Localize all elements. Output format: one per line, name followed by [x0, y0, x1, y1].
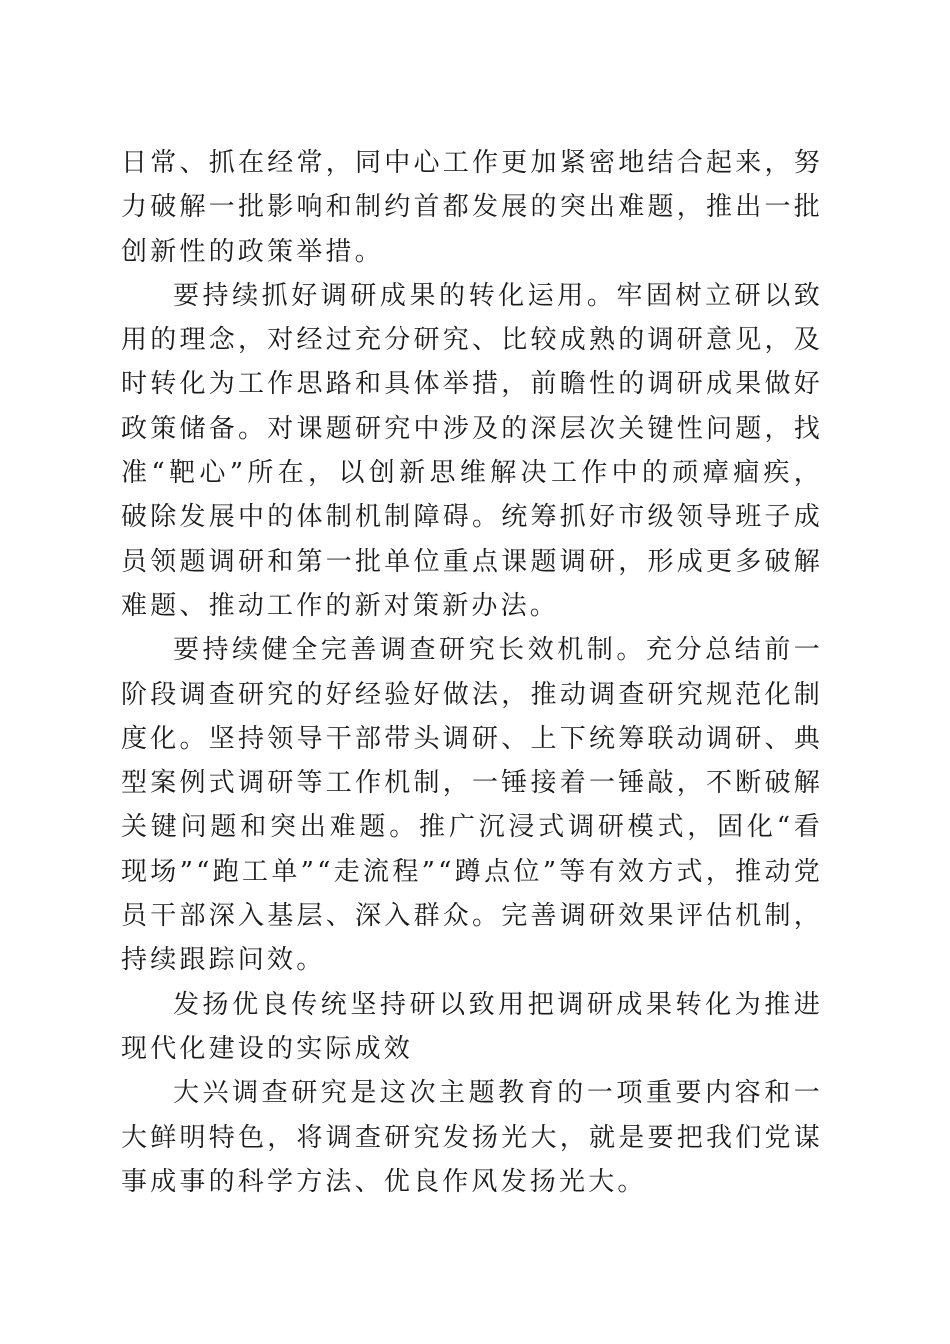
paragraph-research-results: 要持续抓好调研成果的转化运用。牢固树立研以致用的理念，对经过充分研究、比较成熟的调研意见，及时转化为工作思路和具体举措，前瞻性的调研成果做好政策储备。对课题研究中涉及的深层次关键性问题，找准“靶心”所在，以创新思维解决工作中的顽瘴痼疾，破除发展中的体制机制障碍。统筹抓好市级领导班子成员领题调研和第一批单位重点课题调研，形成更多破解难题、推动工作的新对策新办法。 — [121, 280, 823, 621]
paragraph-research-tradition: 大兴调查研究是这次主题教育的一项重要内容和一大鲜明特色，将调查研究发扬光大，就是要把我们党谋事成事的科学方法、优良作风发扬光大。 — [121, 1078, 823, 1197]
document-body — [121, 141, 823, 1204]
paragraph-long-term-mechanism: 要持续健全完善调查研究长效机制。充分总结前一阶段调查研究的好经验好做法，推动调查研究规范化制度化。坚持领导干部带头调研、上下统筹联动调研、典型案例式调研等工作机制，一锤接着一锤敲，不断破解关键问题和突出难题。推广沉浸式调研模式，固化“看现场”“跑工单”“走流程”“蹲点位”等有效方式，推动党员干部深入基层、深入群众。完善调研效果评估机制，持续跟踪问效。 — [121, 635, 823, 976]
paragraph-section-heading: 发扬优良传统坚持研以致用把调研成果转化为推进现代化建设的实际成效 — [121, 989, 823, 1064]
paragraph-continuation: 日常、抓在经常，同中心工作更加紧密地结合起来，努力破解一批影响和制约首都发展的突出难题，推出一批创新性的政策举措。 — [121, 148, 823, 267]
